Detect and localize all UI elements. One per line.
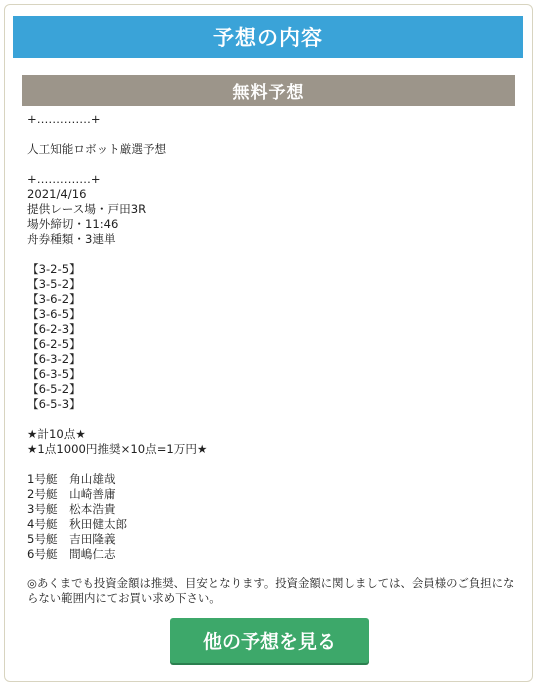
forecast-body: +‥‥‥‥‥‥‥+ 人工知能ロボット厳選予想 +‥‥‥‥‥‥‥+ 2021/4/16 提供レース場・戸田3R 場外締切・11:46 舟券種類・3連単 【3-2-5】 【3-5-2】 【3-6-2】 【3-6-5】 【6-2-3】 【6-2-5】 【6-3-2】 【6-3-5】 【6-5-2】 【6-5-3】 ★計10点★ ★1点1000円推奨×10点=1万円★ 1号艇 角山雄哉 2号艇 山崎善庸 3号艇 松本浩貴 4号艇 秋田健太郎 5号艇 吉田隆義 6号艇 間嶋仁志 [27, 112, 208, 561]
investment-note: ◎あくまでも投資金額は推奨、目安となります。投資金額に関しましては、会員様のご負担にならない範囲内にてお買い求め下さい。 [27, 576, 515, 605]
section-title: 無料予想 [22, 75, 515, 106]
page-title: 予想の内容 [13, 16, 523, 58]
other-forecast-button[interactable]: 他の予想を見る [170, 618, 369, 663]
